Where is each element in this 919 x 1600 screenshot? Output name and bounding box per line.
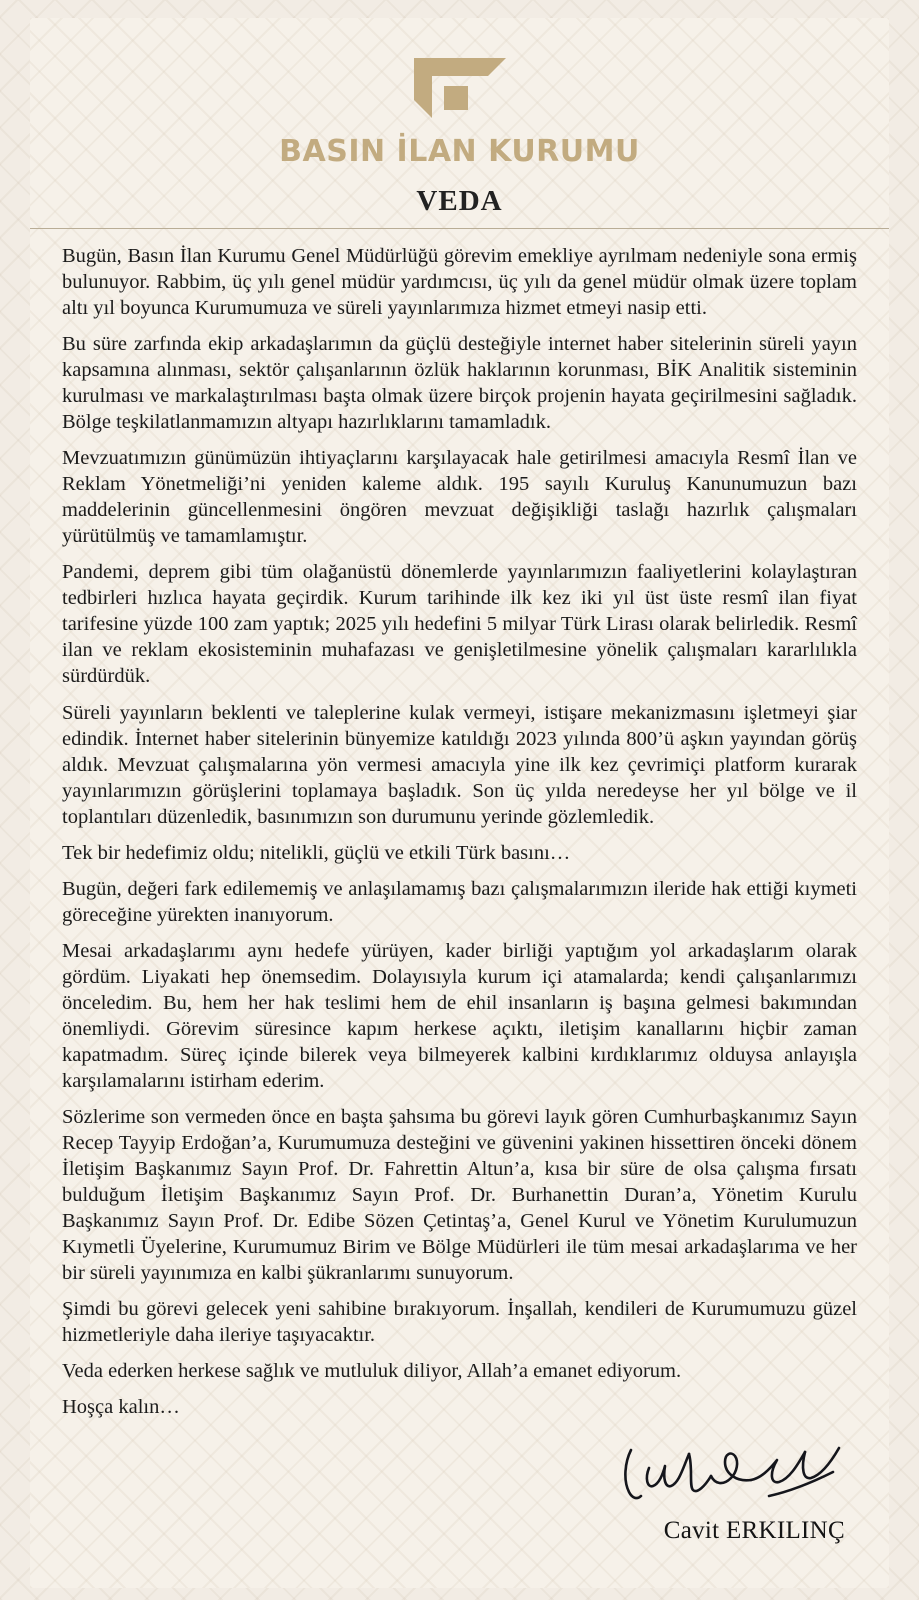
paragraph: Mevzuatımızın günümüzün ihtiyaçlarını karşılayacak hale getirilmesi amacıyla Resmî İlan ve Reklam Yönetmeliği’ni yeniden kaleme aldık. 195 sayılı Kuruluş Kanunumuzun bazı maddelerinin güncellenmesini öngören mevzuat değişikliği taslağı hazırlık çalışmaları yürütülmüş ve tamamlamıştır. [62,447,857,548]
paragraph: Hoşça kalın… [62,1396,180,1419]
paragraph: Mesai arkadaşlarımı aynı hedefe yürüyen, kader birliği yaptığım yol arkadaşlarım olarak gördüm. Liyakati hep önemsedim. Dolayısıyla kurum içi atamalarda; kendi çalışanlarımızı önceledim. Bu, hem her hak teslimi hem de ehil insanların iş başına gelmesi bakımından önemliydi. Görevim süresince kapım herkese açıktı, iletişim kanallarını hiçbir zaman kapatmadım. Süreç içinde bilerek veya bilmeyerek kalbini kırdıklarımız olduysa anlayışla karşılamalarını istirham ederim. [62,939,857,1092]
page-title: VEDA [416,185,503,217]
paragraph: Bugün, Basın İlan Kurumu Genel Müdürlüğü görevim emekliye ayrılmam nedeniyle sona ermiş bulunuyor. Rabbim, üç yılı genel müdür yardımcısı, üç yılı da genel müdür olmak üzere toplam altı yıl boyunca Kurumumuza ve süreli yayınlarımıza hizmet etmeyi nasip etti. [62,245,857,320]
header-divider [30,228,889,229]
letter-body [60,243,859,1420]
letter-sheet [30,18,889,1588]
paragraph: Veda ederken herkese sağlık ve mutluluk diliyor, Allah’a emanet ediyorum. [62,1360,682,1383]
basin-ilan-kurumu-logo-icon [60,50,859,131]
letterhead [60,18,859,167]
paragraph: Süreli yayınların beklenti ve taleplerine kulak vermeyi, istişare mekanizmasını işletmeyi şiar edindik. İnternet haber sitelerinin bünyemize katıldığı 2023 yılında 800’ü aşkın yayından görüş aldık. Mevzuat çalışmalarına yön vermesi amacıyla yine ilk kez çevrimiçi platform kurarak yayınlarımızın görüşlerini toplamaya başladık. Son üç yılda neredeyse her yıl bölge ve il toplantıları düzenledik, basınımızın son durumunu yerinde gözlemledik. [62,701,857,828]
paragraph: Bugün, değeri fark edilememiş ve anlaşılamamış bazı çalışmalarımızın ileride hak ettiği kıymeti göreceğine yürekten inanıyorum. [62,877,857,926]
signature-block [60,1434,859,1545]
logo-wordmark: BASIN İLAN KURUMU [279,134,640,169]
paragraph: Pandemi, deprem gibi tüm olağanüstü dönemlerde yayınlarımızın faaliyetlerini kolaylaştıran tedbirleri hızlıca hayata geçirdik. Kurum tarihinde ilk kez iki yıl üst üste resmî ilan fiyat tarifesine yüzde 100 zam yaptık; 2025 yılı hedefini 5 milyar Türk Lirası olarak belirledik. Resmî ilan ve reklam ekosisteminin muhafazası ve genişletilmesine yönelik çalışmaları kararlılıkla sürdürdük. [62,561,857,688]
paragraph: Şimdi bu görevi gelecek yeni sahibine bırakıyorum. İnşallah, kendileri de Kurumumuzu güzel hizmetleriyle daha ileriye taşıyacaktır. [62,1298,857,1347]
handwritten-signature-icon [619,1434,849,1519]
paragraph: Sözlerime son vermeden önce en başta şahsıma bu görevi layık gören Cumhurbaşkanımız Sayın Recep Tayyip Erdoğan’a, Kurumumuza desteğini ve güvenini yakinen hissettiren önceki dönem İletişim Başkanımız Sayın Prof. Dr. Fahrettin Altun’a, kısa bir süre de olsa çalışma fırsatı bulduğum İletişim Başkanımız Sayın Prof. Dr. Burhanettin Duran’a, Yönetim Kurulu Başkanımız Sayın Prof. Dr. Edibe Sözen Çetintaş’a, Genel Kurul ve Yönetim Kurulumuzun Kıymetli Üyelerine, Kurumumuz Birim ve Bölge Müdürleri ile tüm mesai arkadaşlarıma ve her bir süreli yayınımıza en kalbi şükranlarımı sunuyorum. [62,1105,857,1285]
signatory-name: Cavit ERKILINÇ [663,1517,845,1545]
paragraph: Bu süre zarfında ekip arkadaşlarımın da güçlü desteğiyle internet haber sitelerinin süreli yayın kapsamına alınması, sektör çalışanlarının özlük haklarının korunması, BİK Analitik sisteminin kurulması ve markalaştırılması başta olmak üzere birçok projenin hayata geçirilmesini sağladık. Bölge teşkilatlanmamızın altyapı hazırlıklarını tamamladık. [62,333,857,434]
paragraph: Tek bir hedefimiz oldu; nitelikli, güçlü ve etkili Türk basını… [62,841,571,864]
